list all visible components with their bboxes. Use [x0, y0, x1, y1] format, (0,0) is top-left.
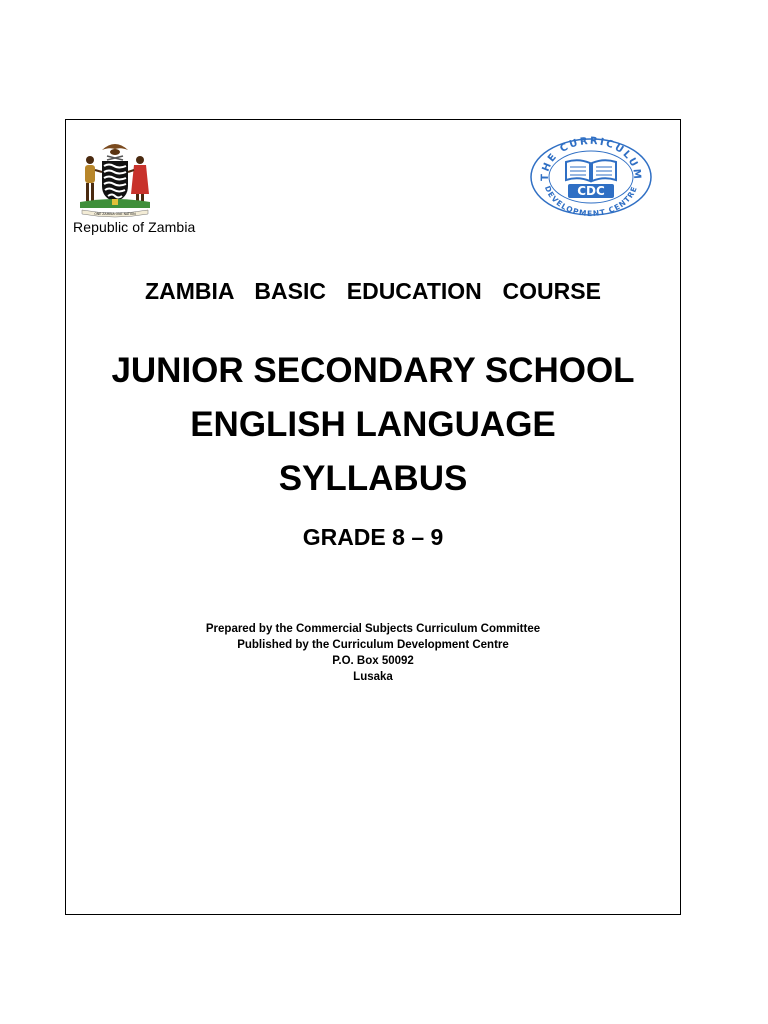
- grade-label: GRADE 8 – 9: [302, 524, 444, 550]
- svg-text:DEVELOPMENT CENTRE: DEVELOPMENT CENTRE: [542, 184, 640, 218]
- published-by-line: Published by the Curriculum Development Centre: [237, 639, 509, 651]
- svg-text:ONE ZAMBIA ONE NATION: ONE ZAMBIA ONE NATION: [94, 212, 136, 216]
- po-box-line: P.O. Box 50092: [332, 655, 414, 667]
- city-line: Lusaka: [353, 671, 393, 683]
- title-line-2: ENGLISH LANGUAGE: [190, 405, 556, 444]
- republic-of-zambia-label: Republic of Zambia: [73, 219, 196, 235]
- publication-credits: [66, 621, 680, 685]
- title-line-1: JUNIOR SECONDARY SCHOOL: [111, 351, 635, 390]
- cover-page-frame: [65, 119, 681, 915]
- title-line-3: SYLLABUS: [278, 459, 468, 498]
- syllabus-title: [66, 344, 680, 506]
- svg-text:THE CURRICULUM: THE CURRICULUM: [539, 136, 643, 182]
- cdc-logo: [520, 136, 662, 218]
- coat-of-arms-emblem: [74, 136, 156, 220]
- prepared-by-line: Prepared by the Commercial Subjects Curriculum Committee: [205, 623, 541, 635]
- svg-text:CDC: CDC: [577, 184, 605, 198]
- course-title: ZAMBIA BASIC EDUCATION COURSE: [145, 278, 601, 304]
